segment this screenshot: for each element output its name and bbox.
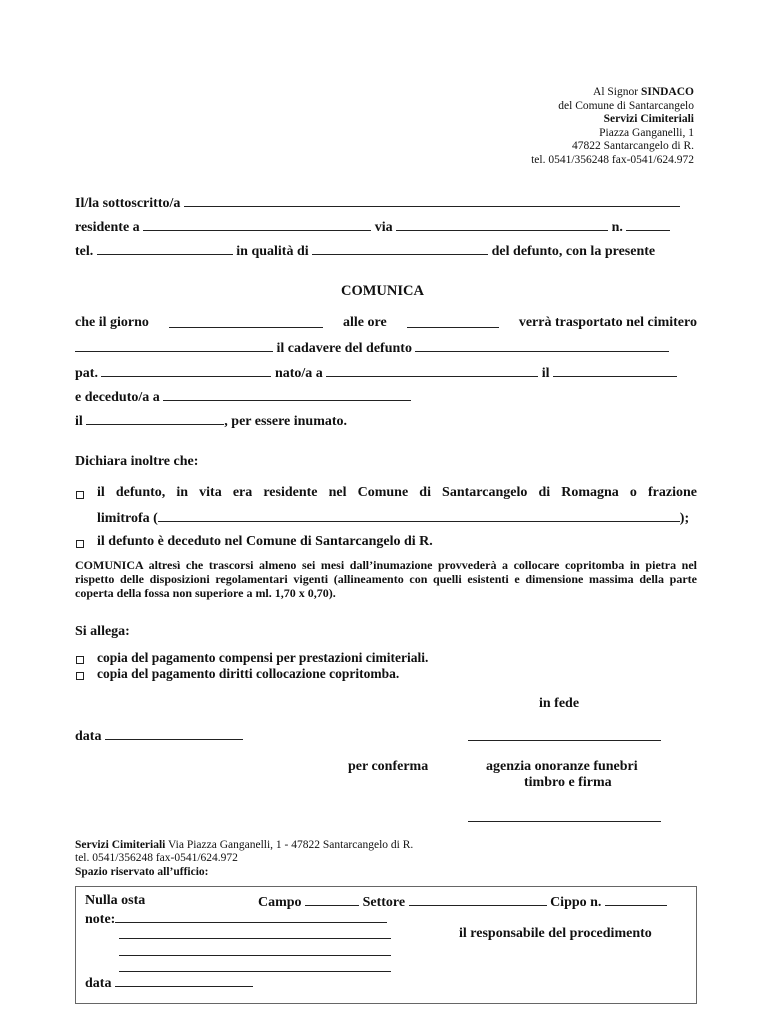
field-pat[interactable] xyxy=(101,364,271,377)
footer-servizi: Servizi Cimiteriali xyxy=(75,839,166,851)
comunica-heading: COMUNICA xyxy=(341,283,424,299)
field-qualita[interactable] xyxy=(312,242,488,255)
si-allega-heading: Si allega: xyxy=(75,624,130,639)
field-cadavere[interactable] xyxy=(415,339,669,352)
row-data xyxy=(75,727,243,745)
checkbox-deceduto[interactable] xyxy=(76,540,84,548)
recipient-line-3: Servizi Cimiteriali xyxy=(603,113,694,125)
label-il: il xyxy=(541,366,550,381)
label-numero: n. xyxy=(611,220,623,235)
field-note-1[interactable] xyxy=(115,910,387,923)
responsabile-label: il responsabile del procedimento xyxy=(459,926,652,941)
label-limitrofa: limitrofa ( xyxy=(97,511,158,526)
label-tel: tel. xyxy=(75,244,94,259)
label-sottoscritto: Il/la sottoscritto/a xyxy=(75,196,181,211)
field-campo[interactable] xyxy=(305,893,359,906)
per-conferma-label: per conferma xyxy=(348,759,429,774)
checkbox-allega-2[interactable] xyxy=(76,672,84,680)
field-giorno[interactable] xyxy=(169,315,323,328)
field-deceduto[interactable] xyxy=(163,388,411,401)
recipient-line-5: 47822 Santarcangelo di R. xyxy=(571,140,694,152)
label-inumato: , per essere inumato. xyxy=(224,414,348,429)
field-il-data[interactable] xyxy=(553,364,677,377)
footer-tel: tel. 0541/356248 fax-0541/624.972 xyxy=(75,852,238,864)
row-note xyxy=(85,910,387,928)
label-il-2: il xyxy=(75,414,83,429)
signature-line-in-fede[interactable] xyxy=(468,740,661,741)
timbro-firma-label: timbro e firma xyxy=(524,775,612,790)
recipient-line-1 xyxy=(593,86,694,100)
row-cadavere xyxy=(75,339,669,357)
allega-item-2: copia del pagamento diritti collocazione copritomba. xyxy=(97,666,400,681)
label-deceduto: e deceduto/a a xyxy=(75,390,160,405)
field-settore[interactable] xyxy=(409,893,547,906)
label-campo: Campo xyxy=(258,895,302,910)
label-via: via xyxy=(374,220,393,235)
label-defunto-presente: del defunto, con la presente xyxy=(491,244,656,259)
label-residente: residente a xyxy=(75,220,140,235)
row-giorno xyxy=(75,315,697,331)
field-cimitero[interactable] xyxy=(75,339,273,352)
in-fede-label: in fede xyxy=(539,696,580,711)
label-ore: alle ore xyxy=(343,315,387,330)
footer-address xyxy=(75,839,413,851)
recipient-line-6: tel. 0541/356248 fax-0541/624.972 xyxy=(531,154,694,166)
field-numero[interactable] xyxy=(626,218,670,231)
row-office-data xyxy=(85,974,253,992)
field-tel[interactable] xyxy=(97,242,233,255)
comunica-altresi-paragraph: COMUNICA altresì che trascorsi almeno sei mesi dall’inumazione provvederà a collocare copritomba in pietra nel rispetto delle disposizioni regolamentari vigenti (allineamento con quelli esistenti e dimensione massima della parte coperta della fossa non superiore a ml. 1,70 x 0,70). xyxy=(75,558,697,600)
checkbox-allega-1[interactable] xyxy=(76,656,84,664)
label-pat: pat. xyxy=(75,366,98,381)
row-campo xyxy=(258,893,667,911)
footer-address-text: Via Piazza Ganganelli, 1 - 47822 Santarcangelo di R. xyxy=(165,839,414,851)
nulla-osta-label: Nulla osta xyxy=(85,893,146,908)
label-settore: Settore xyxy=(362,895,406,910)
recipient-line-4: Piazza Ganganelli, 1 xyxy=(599,127,694,139)
field-cippo[interactable] xyxy=(605,893,667,906)
field-limitrofa[interactable] xyxy=(158,509,680,522)
label-cippo: Cippo n. xyxy=(550,895,602,910)
label-office-data: data xyxy=(85,976,112,991)
field-ore[interactable] xyxy=(407,315,499,328)
signature-line-agenzia[interactable] xyxy=(468,821,661,822)
dichiara-heading: Dichiara inoltre che: xyxy=(75,454,199,469)
label-cadavere: il cadavere del defunto xyxy=(276,341,412,356)
row-inumato xyxy=(75,412,347,430)
option-residente-limitrofa xyxy=(97,509,689,527)
field-il-2[interactable] xyxy=(86,412,224,425)
label-note: note: xyxy=(85,912,116,927)
field-via[interactable] xyxy=(396,218,608,231)
row-sottoscritto xyxy=(75,194,680,212)
field-note-4[interactable] xyxy=(119,971,391,972)
field-data[interactable] xyxy=(105,727,243,740)
label-limitrofa-close: ); xyxy=(679,511,690,526)
label-giorno: che il giorno xyxy=(75,315,149,330)
field-sottoscritto[interactable] xyxy=(184,194,680,207)
label-nato: nato/a a xyxy=(274,366,323,381)
option-residente: il defunto, in vita era residente nel Comune di Santarcangelo di Romagna o frazione xyxy=(97,485,697,500)
label-qualita: in qualità di xyxy=(236,244,309,259)
row-residente xyxy=(75,218,670,236)
row-tel xyxy=(75,242,655,260)
row-deceduto xyxy=(75,388,411,406)
field-note-3[interactable] xyxy=(119,955,391,956)
row-pat xyxy=(75,364,677,382)
option-deceduto: il defunto è deceduto nel Comune di Santarcangelo di R. xyxy=(97,534,433,549)
recipient-line-2: del Comune di Santarcangelo xyxy=(558,100,694,112)
footer-riservato: Spazio riservato all’ufficio: xyxy=(75,866,209,878)
allega-item-1: copia del pagamento compensi per prestazioni cimiteriali. xyxy=(97,650,429,665)
checkbox-residente[interactable] xyxy=(76,491,84,499)
field-note-2[interactable] xyxy=(119,938,391,939)
agenzia-label: agenzia onoranze funebri xyxy=(486,759,638,774)
label-data: data xyxy=(75,729,102,744)
recipient-name: SINDACO xyxy=(640,86,694,98)
recipient-prefix: Al Signor xyxy=(593,86,639,98)
label-trasportato: verrà trasportato nel cimitero xyxy=(518,315,697,330)
field-nato[interactable] xyxy=(326,364,538,377)
field-residente[interactable] xyxy=(143,218,371,231)
field-office-data[interactable] xyxy=(115,974,253,987)
